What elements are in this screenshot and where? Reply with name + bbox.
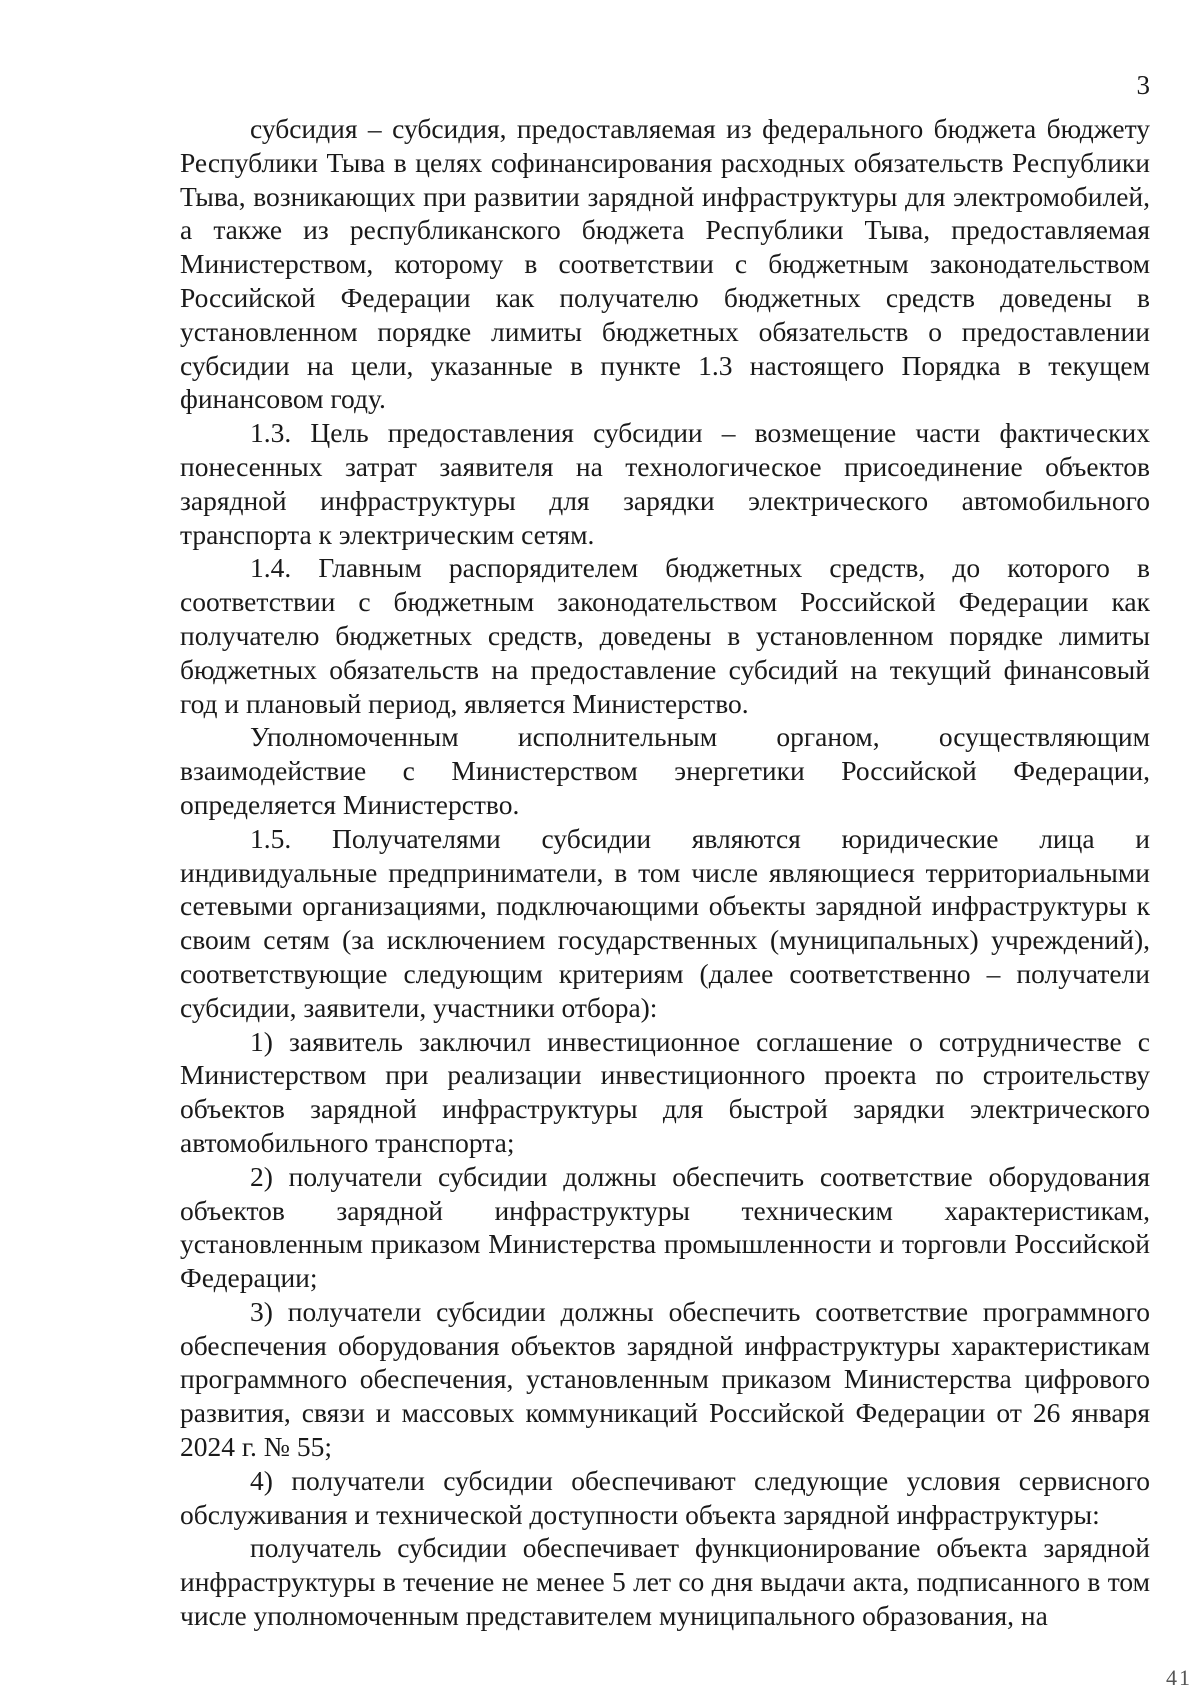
paragraph-1-4-main-administrator: 1.4. Главным распорядителем бюджетных средств, до которого в соответствии с бюджетным законодательством Российской Федерации как получателю бюджетных средств, доведены в установленном порядке лимиты бюджетных обязательств на предоставление субсидий на текущий финансовый год и плановый период, является Министерство. — [180, 552, 1150, 719]
list-item-criterion-3: 3) получатели субсидии должны обеспечить соответствие программного обеспечения оборудования объектов зарядной инфраструктуры характеристикам программного обеспечения, установленным приказом Министерства цифрового развития, связи и массовых коммуникаций Российской Федерации от 26 января 2024 г. № 55; — [180, 1295, 1150, 1463]
paragraph-authorized-body: Уполномоченным исполнительным органом, осуществляющим взаимодействие с Министерством энергетики Российской Федерации, определяется Министерство. — [180, 721, 1150, 820]
paragraph-operation-period: получатель субсидии обеспечивает функционирование объекта зарядной инфраструктуры в течение не менее 5 лет со дня выдачи акта, подписанного в том числе уполномоченным представителем муниципального образования, на — [180, 1532, 1150, 1632]
document-body — [180, 112, 1150, 1633]
paragraph-1-3-purpose: 1.3. Цель предоставления субсидии – возмещение части фактических понесенных затрат заявителя на технологическое присоединение объектов зарядной инфраструктуры для зарядки электрического автомобильного транспорта к электрическим сетям. — [180, 417, 1150, 550]
paragraph-subsidy-definition: субсидия – субсидия, предоставляемая из федерального бюджета бюджету Республики Тыва в целях софинансирования расходных обязательств Республики Тыва, возникающих при развитии зарядной инфраструктуры для электромобилей, а также из республиканского бюджета Республики Тыва, предоставляемая Министерством, которому в соответствии с бюджетным законодательством Российской Федерации как получателю бюджетных средств доведены в установленном порядке лимиты бюджетных обязательств о предоставлении субсидии на цели, указанные в пункте 1.3 настоящего Порядка в текущем финансовом году. — [180, 113, 1150, 415]
list-item-criterion-2: 2) получатели субсидии должны обеспечить соответствие оборудования объектов зарядной инфраструктуры техническим характеристикам, установленным приказом Министерства промышленности и торговли Российской Федерации; — [180, 1160, 1150, 1294]
corner-mark: 41 — [1166, 1665, 1192, 1690]
list-item-criterion-1: 1) заявитель заключил инвестиционное соглашение о сотрудничестве с Министерством при реализации инвестиционного проекта по строительству объектов зарядной инфраструктуры для быстрой зарядки электрического автомобильного транспорта; — [180, 1025, 1150, 1158]
list-item-criterion-4: 4) получатели субсидии обеспечивают следующие условия сервисного обслуживания и технической доступности объекта зарядной инфраструктуры: — [180, 1464, 1150, 1530]
paragraph-1-5-recipients: 1.5. Получателями субсидии являются юридические лица и индивидуальные предприниматели, в том числе являющиеся территориальными сетевыми организациями, подключающими объекты зарядной инфраструктуры к своим сетям (за исключением государственных (муниципальных) учреждений), соответствующие следующим критериям (далее соответственно – получатели субсидии, заявители, участники отбора): — [180, 822, 1150, 1023]
page-number: 3 — [1136, 70, 1150, 100]
